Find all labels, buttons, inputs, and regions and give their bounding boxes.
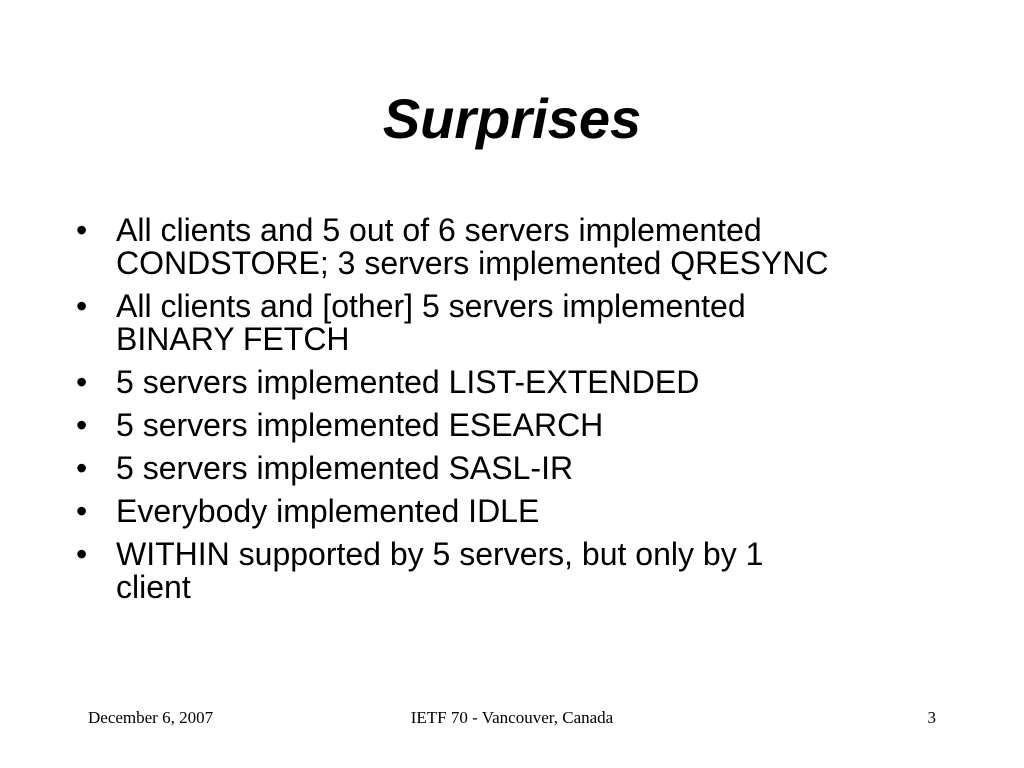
bullet-icon: • bbox=[76, 364, 88, 400]
bullet-text: All clients and [other] 5 servers implemented BINARY FETCH bbox=[116, 288, 746, 357]
footer-event: IETF 70 - Vancouver, Canada bbox=[410, 708, 614, 727]
list-item bbox=[76, 495, 976, 528]
bullet-icon: • bbox=[76, 407, 88, 443]
bullet-icon: • bbox=[76, 493, 88, 529]
list-item bbox=[76, 538, 976, 604]
bullet-text: WITHIN supported by 5 servers, but only by 1 client bbox=[116, 536, 764, 605]
bullet-text: Everybody implemented IDLE bbox=[116, 493, 540, 529]
bullet-list bbox=[76, 214, 976, 614]
bullet-text: All clients and 5 out of 6 servers implemented CONDSTORE; 3 servers implemented QRESYNC bbox=[116, 212, 829, 281]
page-number: 3 bbox=[927, 708, 936, 727]
bullet-icon: • bbox=[76, 450, 88, 486]
bullet-icon: • bbox=[76, 212, 88, 248]
list-item bbox=[76, 452, 976, 485]
list-item bbox=[76, 214, 976, 280]
bullet-text: 5 servers implemented SASL-IR bbox=[116, 450, 574, 486]
bullet-text: 5 servers implemented LIST-EXTENDED bbox=[116, 364, 700, 400]
list-item bbox=[76, 409, 976, 442]
list-item bbox=[76, 366, 976, 399]
bullet-icon: • bbox=[76, 536, 88, 572]
footer-date: December 6, 2007 bbox=[88, 708, 214, 727]
bullet-text: 5 servers implemented ESEARCH bbox=[116, 407, 604, 443]
list-item bbox=[76, 290, 976, 356]
bullet-icon: • bbox=[76, 288, 88, 324]
slide-title: Surprises bbox=[382, 87, 642, 150]
